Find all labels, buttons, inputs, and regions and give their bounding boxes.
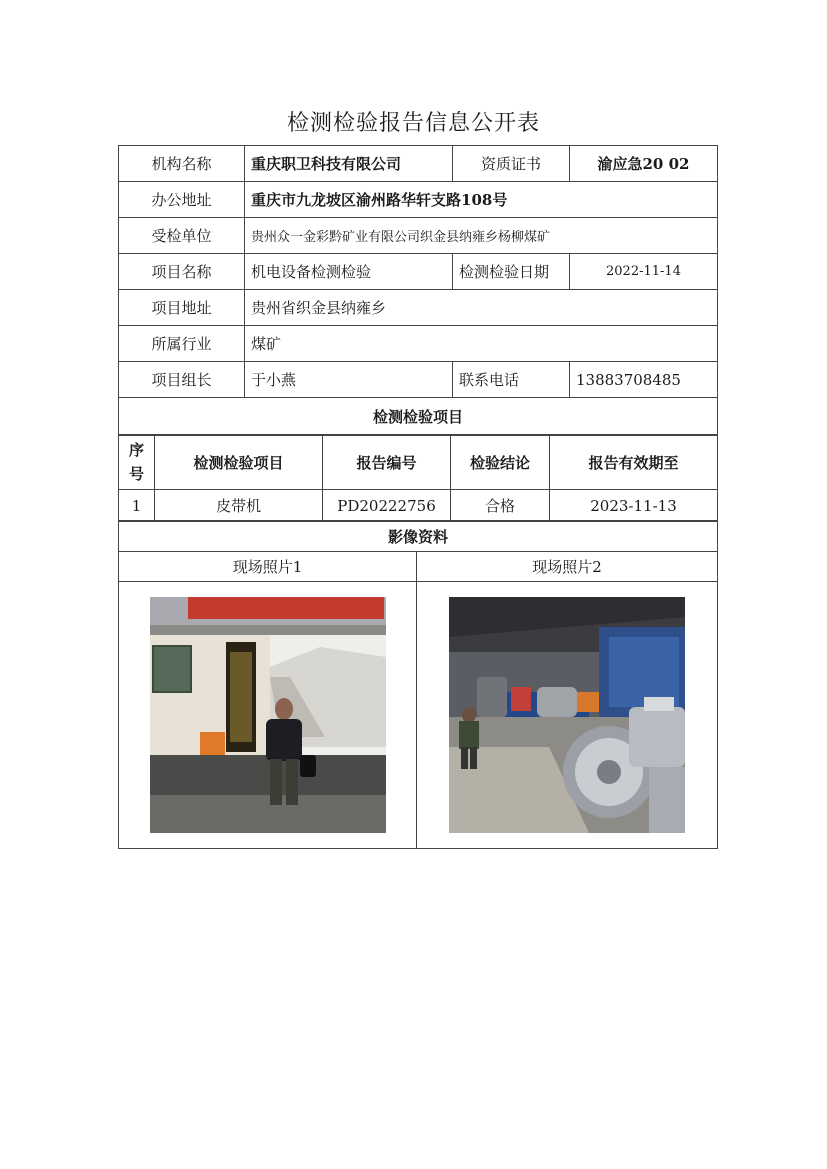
item-valid-until: 2023-11-13 xyxy=(550,490,718,522)
page-title: 检测检验报告信息公开表 xyxy=(286,111,540,136)
item-name: 皮带机 xyxy=(155,490,323,522)
items-header-row xyxy=(119,435,718,490)
photo-table xyxy=(118,520,718,849)
header-conclusion: 检验结论 xyxy=(451,435,550,490)
leader-label: 项目组长 xyxy=(119,362,245,398)
items-table xyxy=(118,434,718,522)
leader-value: 于小燕 xyxy=(245,362,453,398)
info-table xyxy=(118,145,718,436)
site-photo-1-image xyxy=(150,597,386,833)
row-project xyxy=(119,254,718,290)
header-valid-until: 报告有效期至 xyxy=(550,435,718,490)
images-section-row xyxy=(119,521,718,552)
site-value: 贵州省织金县纳雍乡 xyxy=(245,290,718,326)
org-label: 机构名称 xyxy=(119,146,245,182)
site-label: 项目地址 xyxy=(119,290,245,326)
project-name-value: 机电设备检测检验 xyxy=(245,254,453,290)
photo-label-row xyxy=(119,552,718,582)
header-seq: 序号 xyxy=(119,435,155,490)
row-office xyxy=(119,182,718,218)
office-label: 办公地址 xyxy=(119,182,245,218)
item-conclusion: 合格 xyxy=(451,490,550,522)
row-leader xyxy=(119,362,718,398)
inspected-value: 贵州众一金彩黔矿业有限公司织金县纳雍乡杨柳煤矿 xyxy=(245,218,718,254)
inspected-label: 受检单位 xyxy=(119,218,245,254)
images-section-title: 影像资料 xyxy=(119,521,718,552)
table-row xyxy=(119,490,718,522)
photo2-label: 现场照片2 xyxy=(417,552,718,582)
row-industry xyxy=(119,326,718,362)
site-photo-2 xyxy=(449,597,685,833)
site-photo-2-image xyxy=(449,597,685,833)
header-item: 检测检验项目 xyxy=(155,435,323,490)
photo2-cell xyxy=(417,582,718,849)
cert-value: 渝应急20 02 xyxy=(570,146,718,182)
date-value: 2022-11-14 xyxy=(570,254,718,290)
project-name-label: 项目名称 xyxy=(119,254,245,290)
photo1-cell xyxy=(119,582,417,849)
photo-row xyxy=(119,582,718,849)
row-inspected xyxy=(119,218,718,254)
org-value: 重庆职卫科技有限公司 xyxy=(245,146,453,182)
items-section-title: 检测检验项目 xyxy=(119,398,718,436)
item-report-no: PD20222756 xyxy=(323,490,451,522)
cert-label: 资质证书 xyxy=(453,146,570,182)
item-seq: 1 xyxy=(119,490,155,522)
phone-value: 13883708485 xyxy=(570,362,718,398)
site-photo-1 xyxy=(150,597,386,833)
photo1-label: 现场照片1 xyxy=(119,552,417,582)
industry-value: 煤矿 xyxy=(245,326,718,362)
office-value: 重庆市九龙坡区渝州路华轩支路108号 xyxy=(245,182,718,218)
row-items-section xyxy=(119,398,718,436)
date-label: 检测检验日期 xyxy=(453,254,570,290)
phone-label: 联系电话 xyxy=(453,362,570,398)
row-org xyxy=(119,146,718,182)
row-site xyxy=(119,290,718,326)
header-report-no: 报告编号 xyxy=(323,435,451,490)
industry-label: 所属行业 xyxy=(119,326,245,362)
